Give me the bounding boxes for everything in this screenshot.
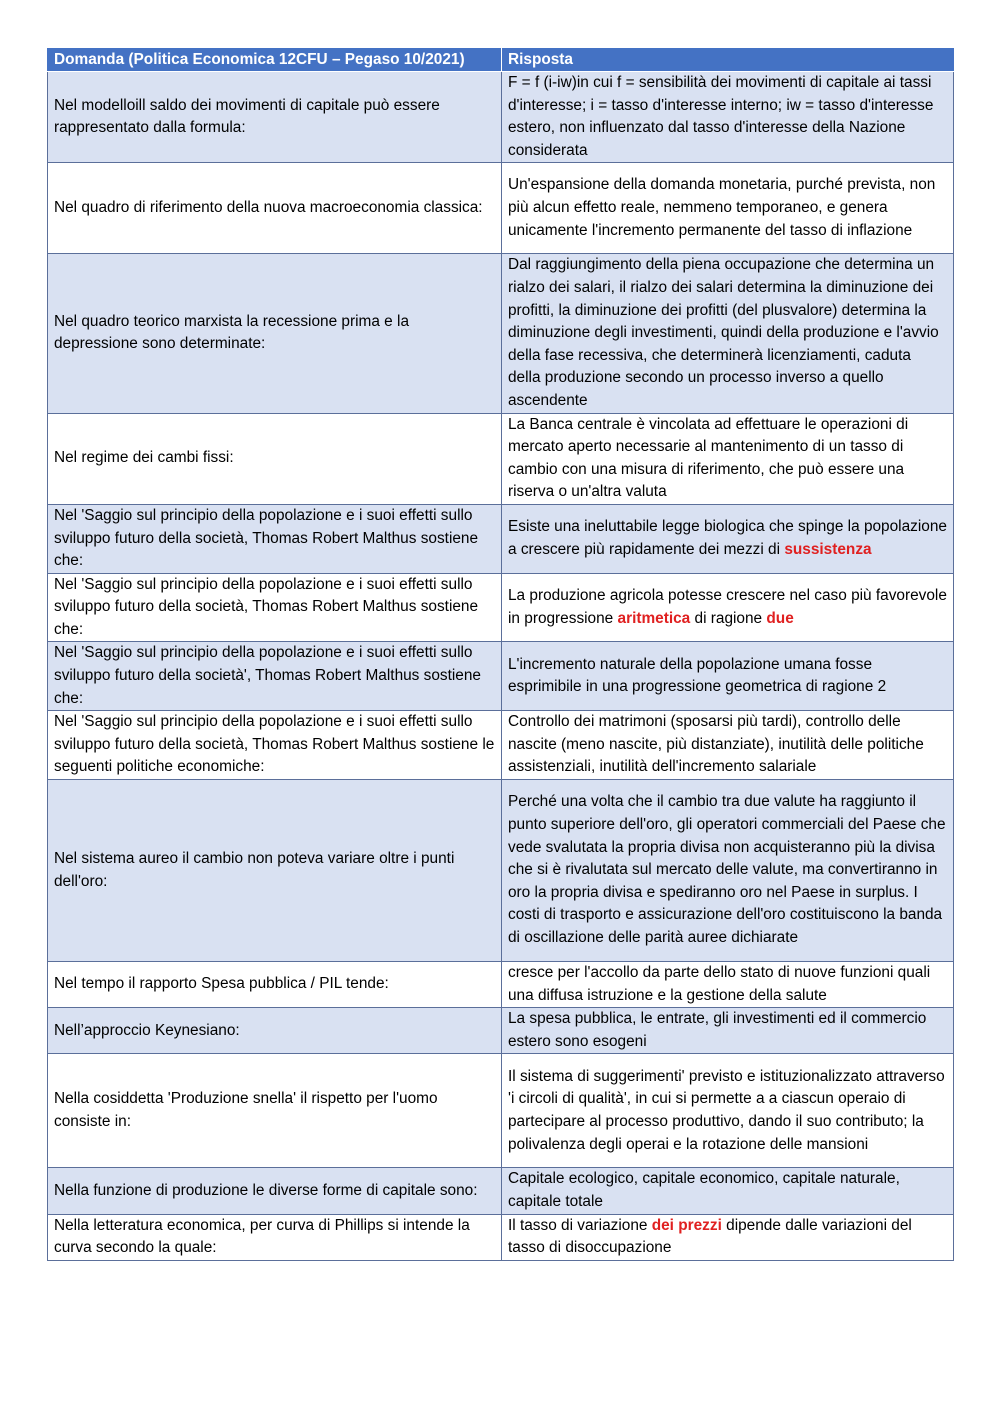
answer-text: La produzione agricola potesse crescere nel caso più favorevole in progressione [508, 586, 947, 627]
qa-table [47, 48, 954, 1261]
question-cell: Nel 'Saggio sul principio della popolazione e i suoi effetti sullo sviluppo futuro della società', Thomas Robert Malthus sostiene che: [48, 642, 502, 711]
highlighted-text: sussistenza [784, 540, 872, 558]
answer-cell [502, 573, 954, 642]
question-cell: Nel sistema aureo il cambio non poteva variare oltre i punti dell'oro: [48, 780, 502, 962]
table-row [48, 962, 954, 1008]
answer-text: Un'espansione della domanda monetaria, purché prevista, non più alcun effetto reale, nemmeno temporaneo, e genera unicamente l'incremento permanente del tasso di inflazione [508, 176, 936, 239]
answer-text: Perché una volta che il cambio tra due valute ha raggiunto il punto superiore dell'oro, gli operatori commerciali del Paese che vede svalutata la propria divisa non acquisteranno più la divisa che si è rivalutata sul mercato delle valute, ma convertiranno in oro la propria divisa e spediranno oro nel Paese in surplus. I costi di trasporto e assicurazione dell'oro costituiscono la banda di oscillazione delle parità auree dichiarate [508, 793, 946, 947]
table-header-row [48, 49, 954, 72]
question-cell: Nel modelloill saldo dei movimenti di capitale può essere rappresentato dalla formula: [48, 72, 502, 163]
highlighted-text: aritmetica [617, 609, 691, 627]
highlighted-text: dei prezzi [651, 1216, 722, 1234]
question-cell: Nel 'Saggio sul principio della popolazione e i suoi effetti sullo sviluppo futuro della società, Thomas Robert Malthus sostiene che: [48, 573, 502, 642]
question-cell: Nel quadro teorico marxista la recessione prima e la depressione sono determinate: [48, 254, 502, 413]
question-cell: Nella letteratura economica, per curva di Phillips si intende la curva secondo la quale: [48, 1214, 502, 1260]
question-cell: Nell’approccio Keynesiano: [48, 1008, 502, 1054]
answer-text: di ragione [690, 609, 767, 627]
table-row [48, 1054, 954, 1168]
answer-cell [502, 780, 954, 962]
document-page [47, 48, 953, 1261]
answer-text: L'incremento naturale della popolazione umana fosse esprimibile in una progressione geometrica di ragione 2 [508, 655, 887, 696]
answer-cell [502, 962, 954, 1008]
answer-text: Il tasso di variazione [508, 1216, 652, 1234]
answer-cell [502, 1008, 954, 1054]
answer-cell [502, 1054, 954, 1168]
answer-text: dipende dalle variazioni del tasso di disoccupazione [508, 1216, 912, 1257]
answer-text: Controllo dei matrimoni (sposarsi più tardi), controllo delle nascite (meno nascite, più distanziate), inutilità delle politiche assistenziali, inutilità dell'incremento salariale [508, 713, 924, 776]
table-row [48, 573, 954, 642]
answer-text: La Banca centrale è vincolata ad effettuare le operazioni di mercato aperto necessarie al mantenimento di un tasso di cambio con una misura di riferimento, che può essere una riserva o un'altra valuta [508, 415, 909, 501]
answer-cell [502, 642, 954, 711]
answer-cell [502, 254, 954, 413]
question-cell: Nella funzione di produzione le diverse forme di capitale sono: [48, 1168, 502, 1214]
answer-text: La spesa pubblica, le entrate, gli investimenti ed il commercio estero sono esogeni [508, 1010, 927, 1050]
table-row [48, 642, 954, 711]
question-cell: Nel tempo il rapporto Spesa pubblica / PIL tende: [48, 962, 502, 1008]
table-row [48, 1214, 954, 1260]
answer-cell [502, 72, 954, 163]
header-question: Domanda (Politica Economica 12CFU – Pegaso 10/2021) [48, 49, 502, 72]
question-cell: Nel 'Saggio sul principio della popolazione e i suoi effetti sullo sviluppo futuro della società, Thomas Robert Malthus sostiene le seguenti politiche economiche: [48, 711, 502, 780]
question-cell: Nel regime dei cambi fissi: [48, 413, 502, 504]
table-row [48, 72, 954, 163]
answer-cell [502, 163, 954, 254]
answer-cell [502, 1168, 954, 1214]
answer-text: Dal raggiungimento della piena occupazione che determina un rialzo dei salari, il rialzo dei salari determina la diminuzione dei profitti, la diminuzione dei profitti (del plusvalore) determina la diminuzione degli investimenti, quindi della produzione e l'avvio della fase recessiva, che determinerà licenziamenti, caduta della produzione secondo un processo inverso a quello ascendente [508, 256, 939, 409]
answer-text: F = f (i-iw)in cui f = sensibilità dei movimenti di capitale ai tassi d'interesse; i = tasso d'interesse interno; iw = tasso d'interesse estero, non influenzato dal tasso d'interesse della Nazione considerata [508, 74, 934, 159]
table-row [48, 711, 954, 780]
table-row [48, 413, 954, 504]
table-row [48, 1008, 954, 1054]
table-row [48, 254, 954, 413]
answer-cell [502, 1214, 954, 1260]
answer-cell [502, 413, 954, 504]
answer-cell [502, 504, 954, 573]
question-cell: Nel 'Saggio sul principio della popolazione e i suoi effetti sullo sviluppo futuro della società, Thomas Robert Malthus sostiene che: [48, 504, 502, 573]
answer-text: Capitale ecologico, capitale economico, capitale naturale, capitale totale [508, 1170, 900, 1210]
table-row [48, 1168, 954, 1214]
question-cell: Nella cosiddetta 'Produzione snella' il rispetto per l'uomo consiste in: [48, 1054, 502, 1168]
table-body [48, 72, 954, 1261]
answer-text: Il sistema di suggerimenti' previsto e istituzionalizzato attraverso 'i circoli di qualità', in cui si permette a a ciascun operaio di partecipare al processo produttivo, dando il suo contributo; la polivalenza degli operai e la rotazione delle mansioni [508, 1067, 945, 1153]
header-answer: Risposta [502, 49, 954, 72]
question-cell: Nel quadro di riferimento della nuova macroeconomia classica: [48, 163, 502, 254]
answer-text: cresce per l'accollo da parte dello stato di nuove funzioni quali una diffusa istruzione e la gestione della salute [508, 964, 931, 1004]
answer-cell [502, 711, 954, 780]
highlighted-text: due [766, 609, 794, 627]
answer-text: Esiste una ineluttabile legge biologica che spinge la popolazione a crescere più rapidamente dei mezzi di [508, 518, 947, 558]
table-row [48, 163, 954, 254]
table-row [48, 504, 954, 573]
table-row [48, 780, 954, 962]
